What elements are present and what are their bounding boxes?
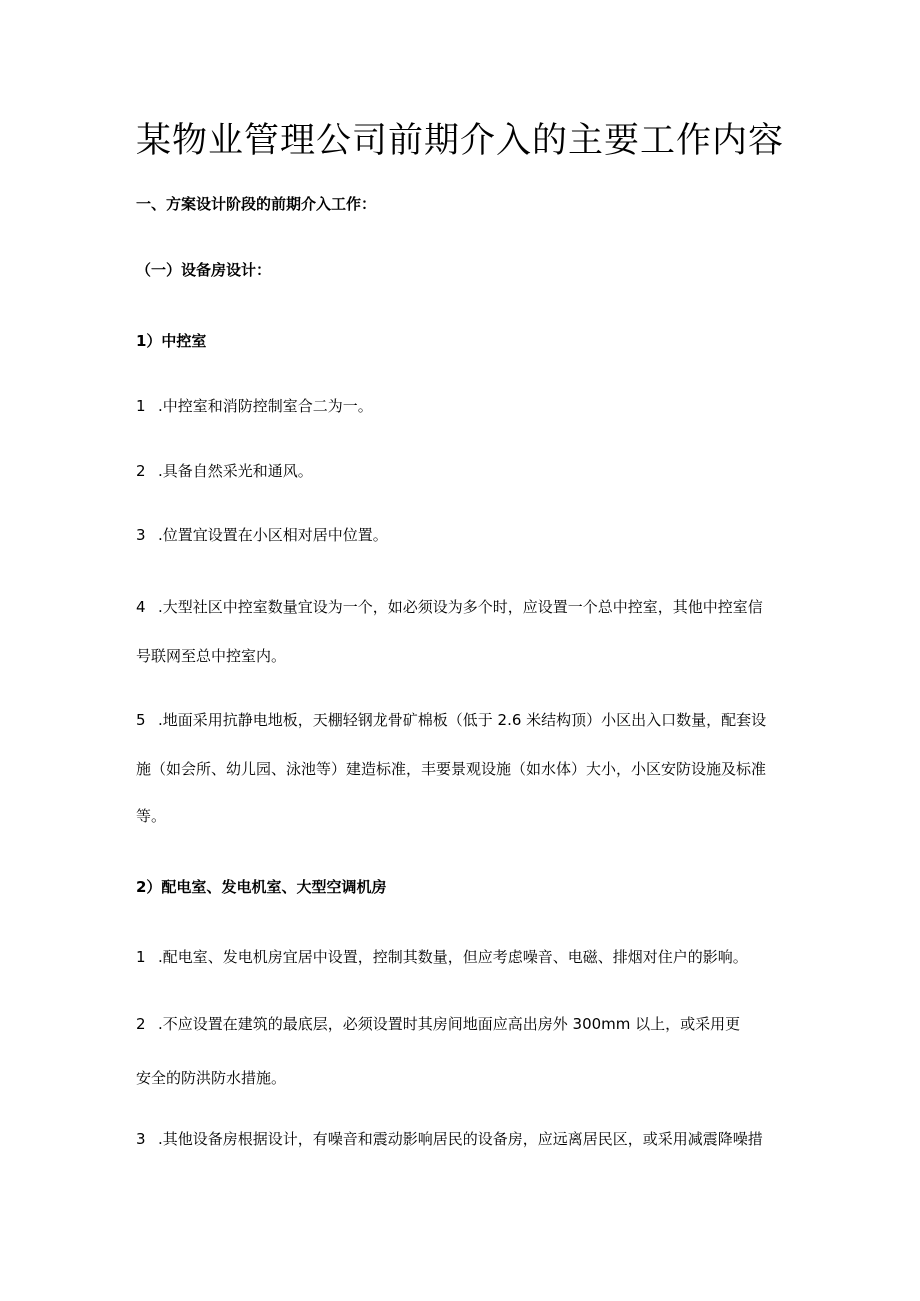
list-item-text: .其他设备房根据设计，有噪音和震动影响居民的设备房，应远离居民区，或采用减震降噪措 [158, 1130, 763, 1148]
list-item [136, 710, 766, 730]
list-item-continuation: 安全的防洪防水措施。 [136, 1069, 287, 1087]
list-item [136, 461, 313, 481]
section-heading: 一、方案设计阶段的前期介入工作： [136, 195, 377, 213]
list-item-number: 4 [136, 598, 146, 616]
list-item-number: 3 [136, 1130, 146, 1148]
list-item [136, 525, 388, 545]
list-item [136, 947, 748, 967]
list-item [136, 597, 763, 617]
list-item [136, 396, 373, 416]
list-item-number: 2 [136, 1015, 146, 1033]
list-item-text: .中控室和消防控制室合二为一。 [158, 397, 373, 415]
list-item-continuation: 施（如会所、幼儿园、泳池等）建造标准，丰要景观设施（如水体）大小，小区安防设施及标准 [136, 760, 767, 778]
list-item-number: 5 [136, 711, 146, 729]
list-item [136, 1129, 763, 1149]
subsection-heading: （一）设备房设计： [136, 261, 272, 279]
list-item-text: .配电室、发电机房宜居中设置，控制其数量，但应考虑噪音、电磁、排烟对住户的影响。 [158, 948, 748, 966]
list-item-number: 3 [136, 526, 146, 544]
list-item-text: .不应设置在建筑的最底层，必须设置时其房间地面应高出房外 300mm 以上，或采用更 [158, 1015, 741, 1033]
document-title: 某物业管理公司前期介入的主要工作内容 [136, 121, 785, 161]
item-heading-power-room: 2）配电室、发电机室、大型空调机房 [136, 878, 387, 896]
list-item-number: 1 [136, 948, 146, 966]
item-heading-control-room: 1）中控室 [136, 332, 207, 350]
list-item-text: .具备自然采光和通风。 [158, 462, 313, 480]
list-item-text: .大型社区中控室数量宜设为一个，如必须设为多个时，应设置一个总中控室，其他中控室信 [158, 598, 763, 616]
list-item-continuation: 号联网至总中控室内。 [136, 647, 287, 665]
list-item-text: .位置宜设置在小区相对居中位置。 [158, 526, 388, 544]
list-item-number: 2 [136, 462, 146, 480]
list-item [136, 1014, 740, 1034]
list-item-text: .地面采用抗静电地板，天棚轻钢龙骨矿棉板（低于 2.6 米结构顶）小区出入口数量，配套设 [158, 711, 767, 729]
list-item-number: 1 [136, 397, 146, 415]
list-item-continuation: 等。 [136, 807, 167, 825]
